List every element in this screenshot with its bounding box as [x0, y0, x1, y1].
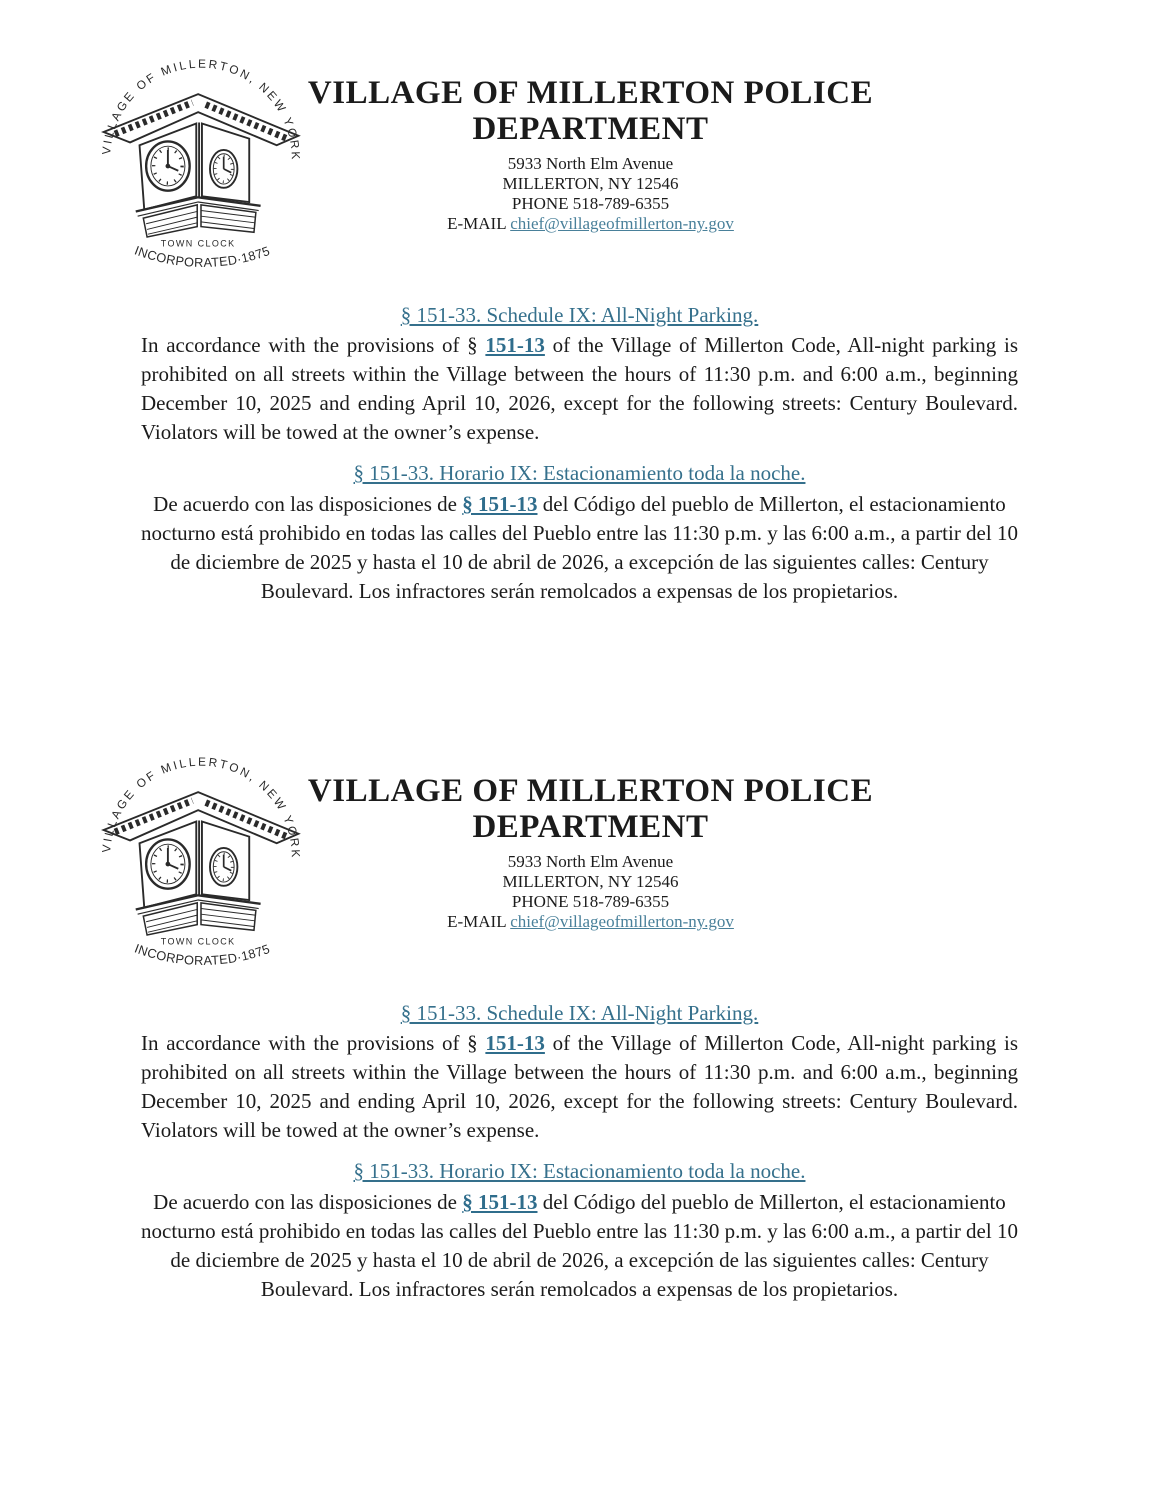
email-link[interactable]: chief@villageofmillerton-ny.gov: [510, 214, 734, 233]
english-paragraph: [141, 1029, 1018, 1145]
english-text-before-link: In accordance with the provisions of §: [141, 333, 486, 357]
email-label: E-MAIL: [447, 214, 511, 233]
english-section-heading: [141, 303, 1018, 327]
english-heading-link[interactable]: § 151-33. Schedule IX: All-Night Parking.: [400, 1001, 759, 1025]
phone-line: PHONE 518-789-6355: [511, 892, 670, 911]
english-heading-link[interactable]: § 151-33. Schedule IX: All-Night Parking.: [400, 303, 759, 327]
english-paragraph: [141, 331, 1018, 447]
code-151-13-link-es[interactable]: § 151-13: [462, 492, 538, 516]
letterhead: [0, 45, 1159, 234]
department-title-line1: VILLAGE OF MILLERTON POLICE: [307, 773, 874, 809]
address-city: MILLERTON, NY 12546: [502, 174, 679, 193]
email-line: [22, 912, 1159, 932]
code-151-13-link[interactable]: 151-13: [485, 1031, 545, 1055]
spanish-text-before-link: De acuerdo con las disposiciones de: [153, 492, 463, 516]
spanish-heading-link[interactable]: § 151-33. Horario IX: Estacionamiento toda la noche.: [353, 1159, 806, 1183]
code-151-13-link-es[interactable]: § 151-13: [462, 1190, 538, 1214]
phone-line: PHONE 518-789-6355: [511, 194, 670, 213]
spanish-text-after-link: del Código del pueblo de Millerton, el estacionamiento nocturno está prohibido en todas las calles del Pueblo entre las 11:30 p.m. y las 6:00 a.m., a partir del 10 de diciembre de 2025 y hasta el 10 de abril de 2026, a excepción de las siguientes calles: Century Boulevard. Los infractores serán remolcados a expensas de los propietarios.: [141, 492, 1018, 603]
english-text-before-link: In accordance with the provisions of §: [141, 1031, 486, 1055]
notice-body: [141, 303, 1018, 606]
spanish-text-after-link: del Código del pueblo de Millerton, el estacionamiento nocturno está prohibido en todas las calles del Pueblo entre las 11:30 p.m. y las 6:00 a.m., a partir del 10 de diciembre de 2025 y hasta el 10 de abril de 2026, a excepción de las siguientes calles: Century Boulevard. Los infractores serán remolcados a expensas de los propietarios.: [141, 1190, 1018, 1301]
address-city: MILLERTON, NY 12546: [502, 872, 679, 891]
english-text-after-link: of the Village of Millerton Code, All-night parking is prohibited on all streets within the Village between the hours of 11:30 p.m. and 6:00 a.m., beginning December 10, 2025 and ending April 10, 2026, except for the following streets: Century Boulevard. Violators will be towed at the owner’s expense.: [141, 333, 1018, 444]
spanish-section-heading: [141, 1159, 1018, 1183]
spanish-paragraph: [141, 1188, 1018, 1304]
address-street: 5933 North Elm Avenue: [507, 154, 674, 173]
spanish-paragraph: [141, 490, 1018, 606]
department-title-line2: DEPARTMENT: [472, 809, 709, 845]
department-title-line1: VILLAGE OF MILLERTON POLICE: [307, 75, 874, 111]
notice-copy-2: [0, 743, 1159, 1383]
notice-body: [141, 1001, 1018, 1304]
spanish-section-heading: [141, 461, 1018, 485]
email-link[interactable]: chief@villageofmillerton-ny.gov: [510, 912, 734, 931]
address-street: 5933 North Elm Avenue: [507, 852, 674, 871]
notice-copy-1: [0, 45, 1159, 685]
department-title-line2: DEPARTMENT: [472, 111, 709, 147]
english-section-heading: [141, 1001, 1018, 1025]
letterhead: [0, 743, 1159, 932]
spanish-text-before-link: De acuerdo con las disposiciones de: [153, 1190, 463, 1214]
english-text-after-link: of the Village of Millerton Code, All-night parking is prohibited on all streets within the Village between the hours of 11:30 p.m. and 6:00 a.m., beginning December 10, 2025 and ending April 10, 2026, except for the following streets: Century Boulevard. Violators will be towed at the owner’s expense.: [141, 1031, 1018, 1142]
spanish-heading-link[interactable]: § 151-33. Horario IX: Estacionamiento toda la noche.: [353, 461, 806, 485]
email-label: E-MAIL: [447, 912, 511, 931]
code-151-13-link[interactable]: 151-13: [485, 333, 545, 357]
email-line: [22, 214, 1159, 234]
